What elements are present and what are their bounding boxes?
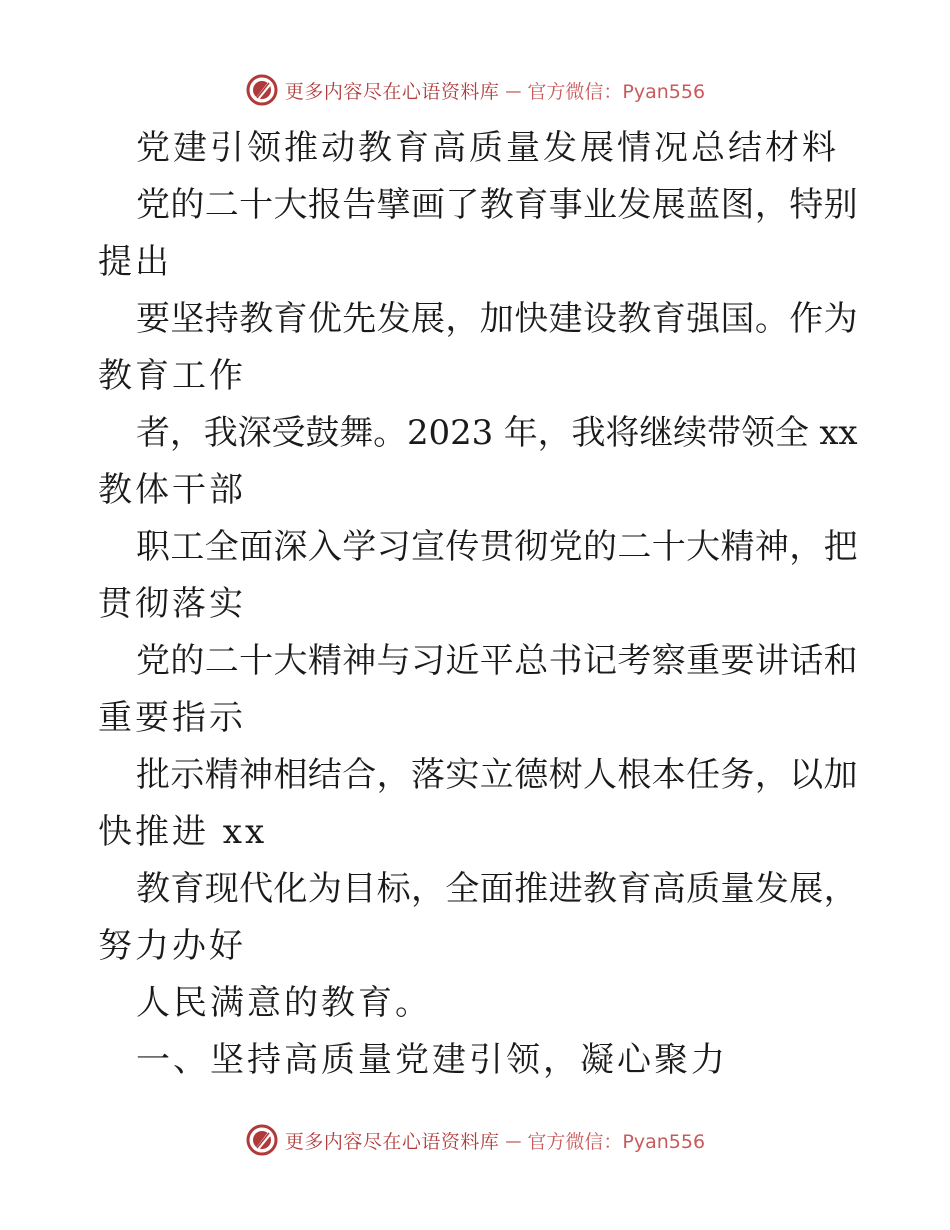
watermark-text: 更多内容尽在心语资料库	[284, 80, 500, 103]
paragraph-line: 教育工作	[98, 356, 246, 396]
paragraph-line: 职工全面深入学习宣传贯彻党的二十大精神，把	[136, 527, 858, 567]
paragraph-line: 要坚持教育优先发展，加快建设教育强国。作为	[136, 299, 858, 339]
watermark-dash: —	[505, 1130, 522, 1150]
paragraph-line: 教育现代化为目标，全面推进教育高质量发展，	[136, 869, 858, 909]
watermark-dash: —	[505, 80, 522, 100]
paragraph-line: 努力办好	[98, 926, 246, 966]
section-heading: 一、坚持高质量党建引领，凝心聚力	[136, 1040, 728, 1080]
watermark-footer	[0, 1120, 950, 1160]
watermark-contact: 官方微信：Pyan556	[527, 1130, 706, 1153]
paragraph-line: 党的二十大报告擘画了教育事业发展蓝图，特别	[136, 185, 858, 225]
paragraph-line: 快推进 xx	[98, 812, 268, 852]
paragraph-line: 重要指示	[98, 698, 246, 738]
paragraph-line: 提出	[98, 242, 172, 282]
paragraph-line: 教体干部	[98, 470, 246, 510]
paragraph-line: 贯彻落实	[98, 584, 246, 624]
watermark-header	[0, 70, 950, 110]
watermark-group	[245, 73, 705, 107]
watermark-contact: 官方微信：Pyan556	[527, 80, 706, 103]
paragraph-line: 党的二十大精神与习近平总书记考察重要讲话和	[136, 641, 858, 681]
paragraph-line: 批示精神相结合，落实立德树人根本任务，以加	[136, 755, 858, 795]
pen-logo-icon	[245, 73, 279, 107]
watermark-group	[245, 1123, 705, 1157]
paragraph-line: 人民满意的教育。	[136, 983, 432, 1023]
document-title: 党建引领推动教育高质量发展情况总结材料	[136, 128, 839, 168]
document-body	[98, 120, 858, 1089]
watermark-text: 更多内容尽在心语资料库	[284, 1130, 500, 1153]
pen-logo-icon	[245, 1123, 279, 1157]
paragraph-line: 者，我深受鼓舞。2023 年，我将继续带领全 xx	[136, 413, 858, 453]
